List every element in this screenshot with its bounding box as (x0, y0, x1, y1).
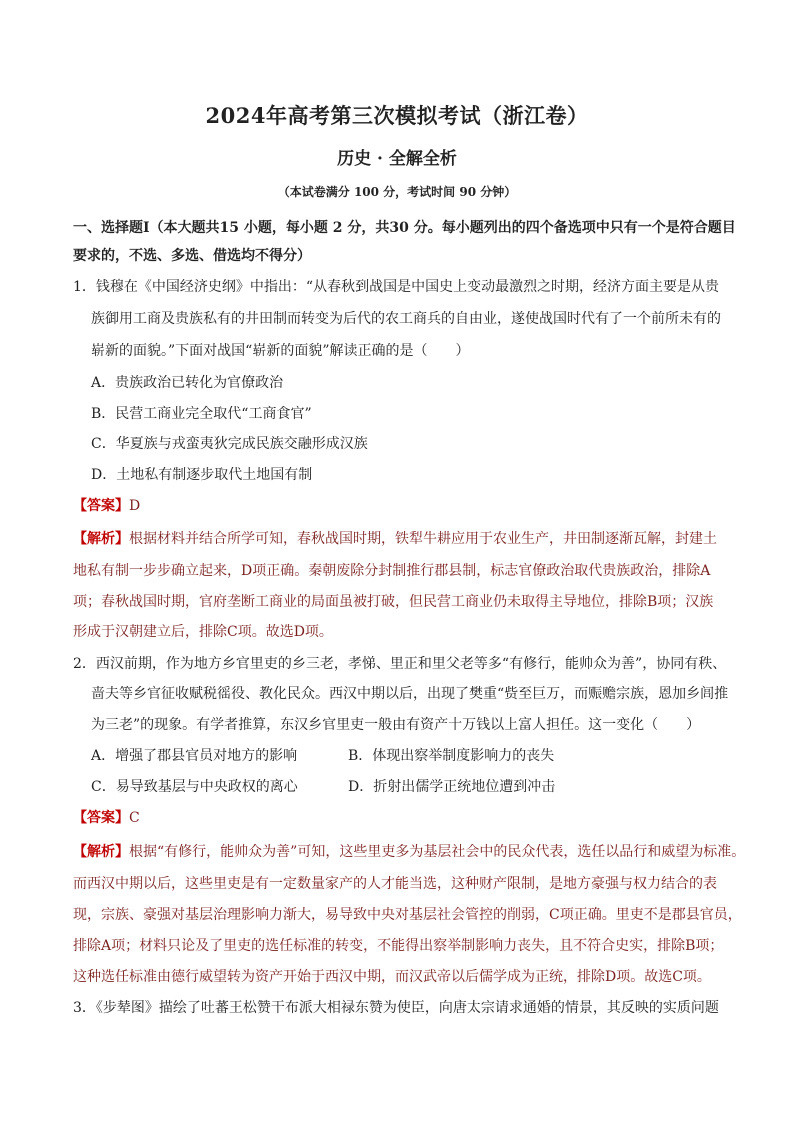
q1-option-a: A．贵族政治已转化为官僚政治 (91, 375, 284, 391)
q2-stem-line3: 为三老”的现象。有学者推算，东汉乡官里吏一般由有资产十万钱以上富人担任。这一变化（ ） (91, 717, 701, 733)
page-subtitle: 历史 · 全解全析 (337, 149, 457, 169)
q1-answer-value: D (129, 498, 141, 514)
q2-options-row2 (91, 777, 691, 797)
q2-answer-value: C (129, 810, 140, 826)
q2-answer (73, 808, 140, 828)
q2-analysis-line3: 现，宗族、豪强对基层治理影响力渐大，易导致中央对基层社会管控的削弱，C项正确。里吏不是郡县官员， (73, 907, 742, 923)
exam-note: （本试卷满分 100 分，考试时间 90 分钟） (277, 185, 517, 199)
q1-option-d: D．土地私有制逐步取代土地国有制 (91, 467, 313, 483)
q1-analysis-line4: 形成于汉朝建立后，排除C项。故选D项。 (73, 624, 333, 640)
q2-analysis-tag: 【解析】 (73, 844, 129, 860)
q2-option-b: B．体现出察举制度影响力的丧失 (348, 748, 555, 764)
q1-stem-line3: 崭新的面貌。”下面对战国“崭新的面貌”解读正确的是（ ） (91, 343, 470, 359)
q2-option-a: A．增强了郡县官员对地方的影响 (91, 748, 298, 764)
q1-answer-tag: 【答案】 (73, 498, 129, 514)
q1-analysis-line1 (73, 529, 717, 549)
section-heading-line2: 要求的，不选、多选、借选均不得分） (73, 248, 311, 264)
q1-analysis-text1: 根据材料并结合所学可知，春秋战国时期，铁犁牛耕应用于农业生产，井田制逐渐瓦解，封建土 (129, 531, 717, 547)
q1-answer (73, 496, 140, 516)
q2-analysis-line5: 这种选任标准由德行威望转为资产开始于西汉中期，而汉武帝以后儒学成为正统，排除D项。故选C项。 (73, 969, 711, 985)
page-title: 2024年高考第三次模拟考试（浙江卷） (205, 103, 589, 128)
q2-analysis-line2: 而西汉中期以后，这些里吏是有一定数量家产的人才能当选，这种财产限制，是地方豪强与权力结合的表 (73, 876, 717, 892)
q2-option-c: C．易导致基层与中央政权的离心 (91, 779, 298, 795)
q2-options-row1 (91, 746, 691, 766)
q2-stem-line1: 2．西汉前期，作为地方乡官里吏的乡三老，孝悌、里正和里父老等多“有修行，能帅众为善”，协同有秩、 (73, 656, 727, 672)
q1-analysis-line2: 地私有制一步步确立起来，D项正确。秦朝废除分封制推行郡县制，标志官僚政治取代贵族政治，排除A (73, 563, 711, 579)
section-heading-line1: 一、选择题Ⅰ（本大题共15 小题，每小题 2 分，共30 分。每小题列出的四个备选项中只有一个是符合题目 (73, 220, 736, 236)
q2-stem-line2: 啬夫等乡官征收赋税徭役、教化民众。西汉中期以后，出现了樊重“赀至巨万，而赈赡宗族，恩加乡闾推 (91, 686, 729, 702)
q1-analysis-line3: 项；春秋战国时期，官府垄断工商业的局面虽被打破，但民营工商业仍未取得主导地位，排除B项；汉族 (73, 594, 714, 610)
q3-stem-line1: 3．《步辇图》描绘了吐蕃王松赞干布派大相禄东赞为使臣，向唐太宗请求通婚的情景，其反映的实质问题 (73, 1000, 719, 1016)
q1-analysis-tag: 【解析】 (73, 531, 129, 547)
q1-option-b: B．民营工商业完全取代“工商食官” (91, 406, 312, 422)
q2-option-d: D．折射出儒学正统地位遭到冲击 (348, 779, 556, 795)
q1-option-c: C．华夏族与戎蛮夷狄完成民族交融形成汉族 (91, 436, 368, 452)
q2-answer-tag: 【答案】 (73, 810, 129, 826)
q2-analysis-line1 (73, 842, 745, 862)
q1-stem-line1: 1．钱穆在《中国经济史纲》中指出：“从春秋到战国是中国史上变动最激烈之时期，经济方面主要是从贵 (73, 279, 720, 295)
q2-analysis-line4: 排除A项；材料只论及了里吏的选任标准的转变，不能得出察举制影响力丧失，且不符合史实，排除B项； (73, 938, 724, 954)
q1-stem-line2: 族御用工商及贵族私有的井田制而转变为后代的农工商兵的自由业，遂使战国时代有了一个前所未有的 (91, 311, 721, 327)
q2-analysis-text1: 根据“有修行，能帅众为善”可知，这些里吏多为基层社会中的民众代表，选任以品行和威望为标准。 (129, 844, 746, 860)
